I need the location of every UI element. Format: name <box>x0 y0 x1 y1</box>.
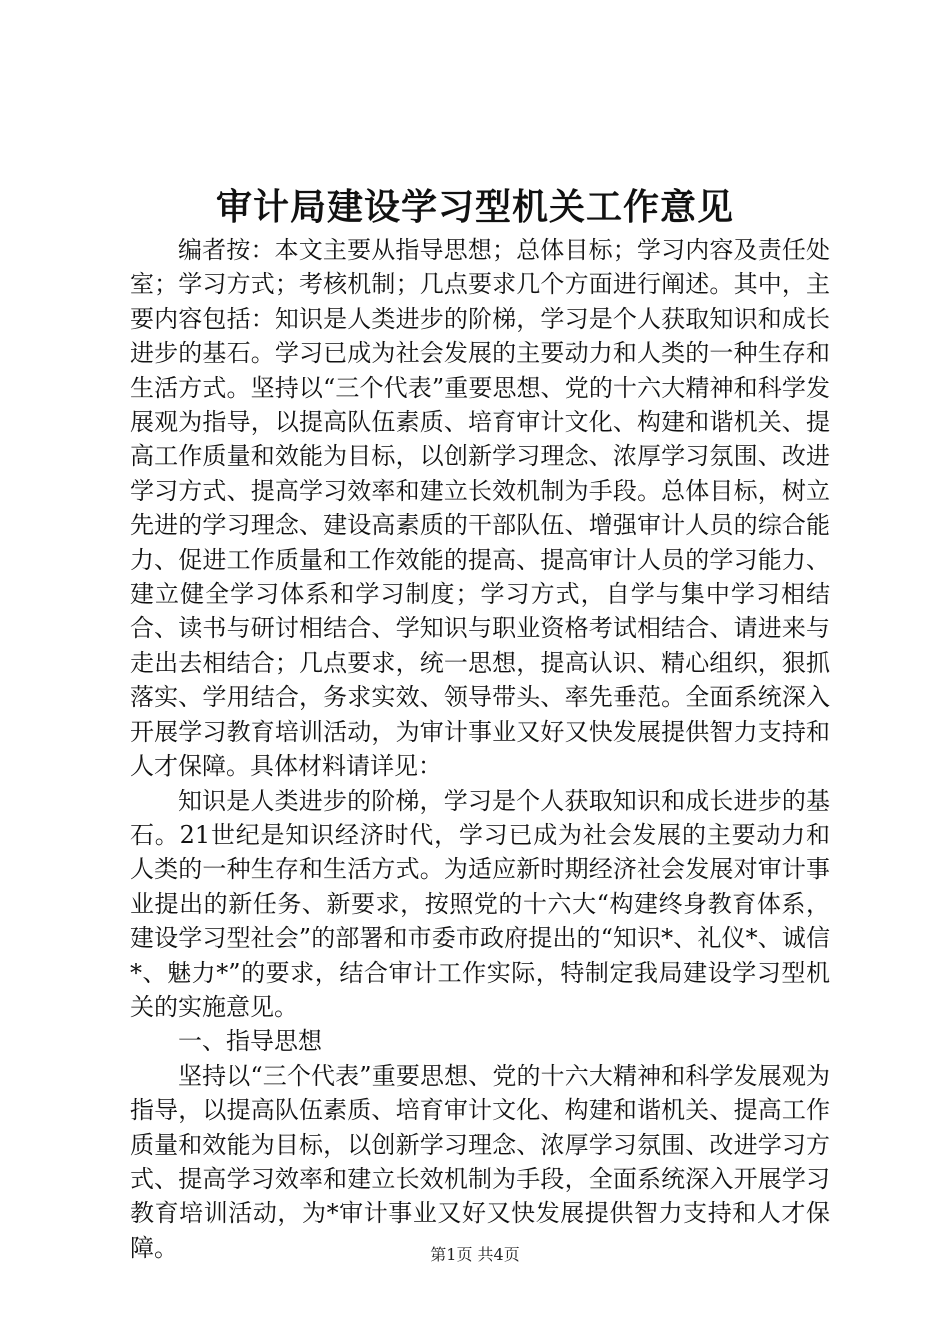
section-heading-guiding-thought: 一、指导思想 <box>178 1027 322 1056</box>
document-title: 审计局建设学习型机关工作意见 <box>215 186 734 228</box>
editor-note-paragraph: 编者按：本文主要从指导思想；总体目标；学习内容及责任处室；学习方式；考核机制；几点要求几个方面进行阐述。其中，主要内容包括：知识是人类进步的阶梯，学习是个人获取知识和成长进步的基石。学习已成为社会发展的主要动力和人类的一种生存和生活方式。坚持以“三个代表”重要思想、党的十六大精神和科学发展观为指导，以提高队伍素质、培育审计文化、构建和谐机关、提高工作质量和效能为目标，以创新学习理念、浓厚学习氛围、改进学习方式、提高学习效率和建立长效机制为手段。总体目标，树立先进的学习理念、建设高素质的干部队伍、增强审计人员的综合能力、促进工作质量和工作效能的提高、提高审计人员的学习能力、建立健全学习体系和学习制度；学习方式，自学与集中学习相结合、读书与研讨相结合、学知识与职业资格考试相结合、请进来与走出去相结合；几点要求，统一思想，提高认识、精心组织，狠抓落实、学用结合，务求实效、领导带头、率先垂范。全面系统深入开展学习教育培训活动，为审计事业又好又快发展提供智力支持和人才保障。具体材料请详见： <box>130 236 830 781</box>
guiding-thought-paragraph: 坚持以“三个代表”重要思想、党的十六大精神和科学发展观为指导，以提高队伍素质、培育审计文化、构建和谐机关、提高工作质量和效能为目标，以创新学习理念、浓厚学习氛围、改进学习方式、提高学习效率和建立长效机制为手段，全面系统深入开展学习教育培训活动，为*审计事业又好又快发展提供智力支持和人才保障。 <box>130 1061 830 1262</box>
document-body <box>130 233 830 1265</box>
page-number-footer: 第1页 共4页 <box>430 1245 520 1264</box>
intro-paragraph: 知识是人类进步的阶梯，学习是个人获取知识和成长进步的基石。21世纪是知识经济时代，学习已成为社会发展的主要动力和人类的一种生存和生活方式。为适应新时期经济社会发展对审计事业提出的新任务、新要求，按照党的十六大“构建终身教育体系，建设学习型社会”的部署和市委市政府提出的“知识*、礼仪*、诚信*、魅力*”的要求，结合审计工作实际，特制定我局建设学习型机关的实施意见。 <box>130 786 830 1021</box>
